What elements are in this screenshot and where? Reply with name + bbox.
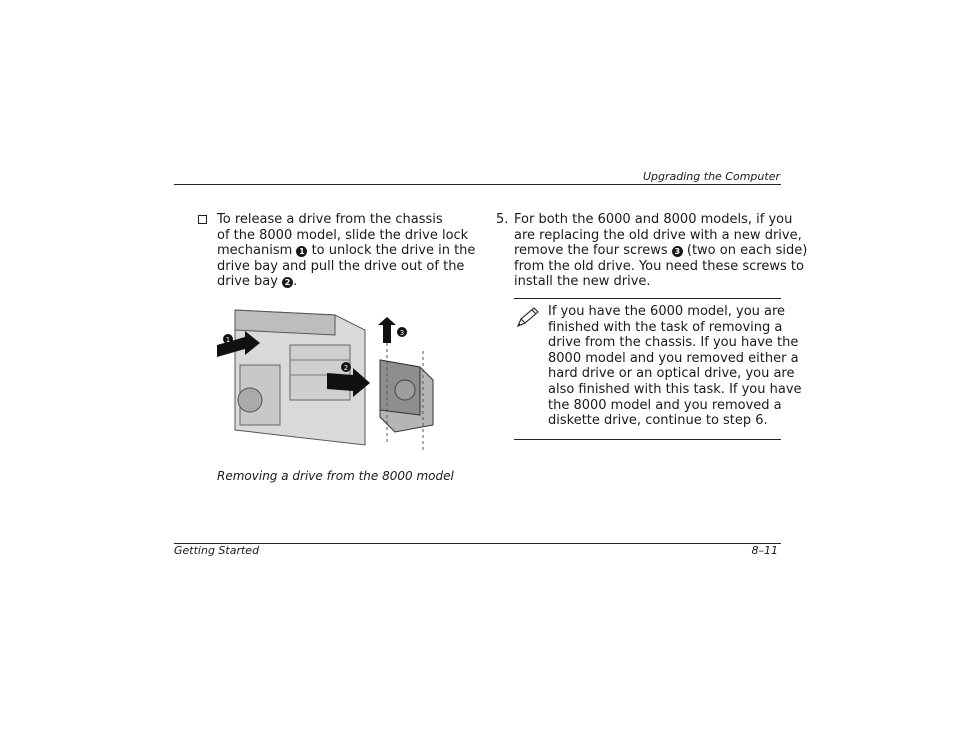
step-line: from the old drive. You need these screws to	[514, 258, 804, 274]
figure-callout-3: 3	[399, 329, 405, 337]
figure-caption: Removing a drive from the 8000 model	[217, 469, 454, 483]
bullet-line: of the 8000 model, slide the drive lock	[217, 227, 469, 243]
footer-rule	[174, 543, 781, 544]
step-line-2-b: (two on each side)	[682, 243, 808, 259]
note-line: If you have the 6000 model, you are	[548, 304, 786, 319]
bullet-line: drive bay and pull the drive out of the	[217, 258, 465, 274]
note-line: drive from the chassis. If you have the	[548, 335, 799, 351]
step-line: are replacing the old drive with a new drive,	[514, 227, 802, 243]
note-line: the 8000 model and you removed a	[548, 397, 782, 413]
running-header: Upgrading the Computer	[642, 170, 780, 183]
callout-3-icon: 3	[672, 246, 683, 257]
pencil-note-icon	[515, 306, 541, 330]
step-line: install the new drive.	[514, 274, 651, 290]
note-line: finished with the task of removing a	[548, 319, 783, 335]
bullet-line-4-a: drive bay	[217, 274, 283, 290]
callout-1-icon: 1	[296, 246, 307, 257]
bullet-line-4-b: .	[293, 274, 298, 290]
figure-callout-1: 1	[225, 336, 231, 344]
bullet-paragraph	[217, 212, 475, 290]
note-bottom-rule	[514, 439, 781, 440]
page-number: 8–11	[751, 544, 778, 557]
step-line	[514, 243, 807, 259]
bullet-line	[217, 243, 475, 259]
step-line: For both the 6000 and 8000 models, if you	[514, 212, 793, 227]
callout-2-icon: 2	[282, 277, 293, 288]
step-line-2-a: remove the four screws	[514, 243, 672, 259]
bullet-line: To release a drive from the chassis	[217, 212, 443, 227]
note-line: hard drive or an optical drive, you are	[548, 366, 795, 382]
chassis-illustration	[215, 305, 440, 465]
step-number: 5.	[496, 212, 509, 227]
bullet-line	[217, 274, 475, 290]
note-line: 8000 model and you removed either a	[548, 350, 799, 366]
running-footer-title: Getting Started	[174, 544, 260, 557]
bullet-line-2-a: mechanism	[217, 243, 297, 259]
note-top-rule	[514, 298, 781, 299]
drive-removal-figure	[215, 305, 440, 465]
figure-callout-2: 2	[343, 364, 349, 372]
note-line: diskette drive, continue to step 6.	[548, 413, 768, 429]
note-paragraph	[548, 304, 802, 429]
bullet-line-2-b: to unlock the drive in the	[307, 243, 476, 259]
header-rule	[174, 184, 781, 185]
note-line: also finished with this task. If you have	[548, 381, 802, 397]
checkbox-bullet-icon	[198, 215, 207, 224]
